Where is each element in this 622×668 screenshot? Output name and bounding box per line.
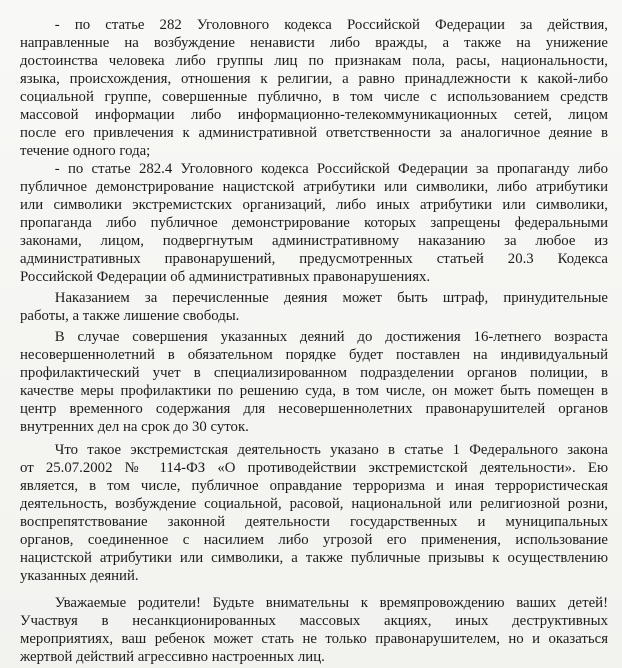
text-line: Наказанием за перечисленные деяния может быть штраф, принудительные bbox=[54, 290, 608, 306]
text-line: направленные на возбуждение ненависти либо вражды, а также на унижение bbox=[20, 35, 608, 51]
text-line: течение одного года; bbox=[20, 143, 151, 159]
text-line: после его привлечения к административной ответственности за аналогичное деяние в bbox=[20, 125, 608, 141]
text-line: пропаганда либо публичное демонстрирование которых запрещены федеральными bbox=[20, 215, 608, 231]
text-line: является, в том числе, публичное оправдание терроризма и иная террористическая bbox=[20, 478, 608, 494]
text-line: социальной группе, совершенные публично, в том числе с использованием средств bbox=[20, 89, 608, 105]
text-line: деятельность, возбуждение социальной, расовой, национальной или религиозной розни, bbox=[20, 496, 608, 512]
text-line: жертвой действий агрессивно настроенных лиц. bbox=[20, 649, 325, 665]
text-line: несовершеннолетний в обязательном порядке будет поставлен на индивидуальный bbox=[20, 347, 608, 363]
paragraph-article-282 bbox=[20, 16, 608, 160]
paragraph-punishment bbox=[20, 289, 608, 325]
text-line: мероприятиях, ваш ребенок может стать не только правонарушителем, но и оказаться bbox=[20, 631, 608, 647]
text-line: качестве меры профилактики по решению суда, в том числе, он может быть помещен в bbox=[20, 383, 608, 399]
text-line: или символики экстремистских организаций, либо иных атрибутики или символики, bbox=[20, 197, 608, 213]
text-line: публичное демонстрирование нацистской атрибутики или символики, либо атрибутики bbox=[20, 179, 608, 195]
text-line: Участвуя в несанкционированных массовых акциях, иных деструктивных bbox=[20, 613, 608, 629]
text-line: законами, лицом, подвергнутым административному наказанию за любое из bbox=[20, 233, 608, 249]
text-line: Российской Федерации об административных правонарушениях. bbox=[20, 269, 431, 285]
paragraph-parents-appeal bbox=[20, 594, 608, 666]
text-line: языка, происхождения, отношения к религии, а равно принадлежности к какой-либо bbox=[20, 71, 608, 87]
text-line: достоинства человека либо группы лиц по признакам пола, расы, национальности, bbox=[20, 53, 608, 69]
text-line: воспрепятствование законной деятельности государственных и муниципальных bbox=[20, 514, 608, 530]
text-line: - по статье 282.4 Уголовного кодекса Российской Федерации за пропаганду либо bbox=[54, 161, 608, 177]
paragraph-minors bbox=[20, 328, 608, 436]
text-line: работы, а также лишение свободы. bbox=[20, 308, 240, 324]
text-line: профилактический учет в специализированном подразделении органов полиции, в bbox=[20, 365, 608, 381]
text-line: Уважаемые родители! Будьте внимательны к времяпровождению ваших детей! bbox=[54, 595, 608, 611]
text-line: - по статье 282 Уголовного кодекса Российской Федерации за действия, bbox=[54, 17, 608, 33]
paragraph-extremism-definition bbox=[20, 441, 608, 585]
text-line: центр временного содержания для несовершеннолетних правонарушителей органов bbox=[20, 401, 608, 417]
text-line: Что такое экстремистская деятельность указано в статье 1 Федерального закона bbox=[54, 442, 608, 458]
text-line: указанных деяний. bbox=[20, 568, 139, 584]
text-line: массовой информации либо информационно-телекоммуникационных сетей, лицом bbox=[20, 107, 608, 123]
text-line: В случае совершения указанных деяний до достижения 16-летнего возраста bbox=[54, 329, 608, 345]
text-line: административных правонарушений, предусмотренных статьей 20.3 Кодекса bbox=[20, 251, 608, 267]
text-line: внутренних дел на срок до 30 суток. bbox=[20, 419, 249, 435]
text-line: нацистской атрибутики или символики, а также публичные призывы к осуществлению bbox=[20, 550, 608, 566]
text-line: от 25.07.2002 № 114-ФЗ «О противодействии экстремистской деятельности». Ею bbox=[20, 460, 608, 476]
paragraph-article-282-4 bbox=[20, 160, 608, 286]
text-line: органов, соединенное с насилием либо угрозой его применения, использование bbox=[20, 532, 608, 548]
